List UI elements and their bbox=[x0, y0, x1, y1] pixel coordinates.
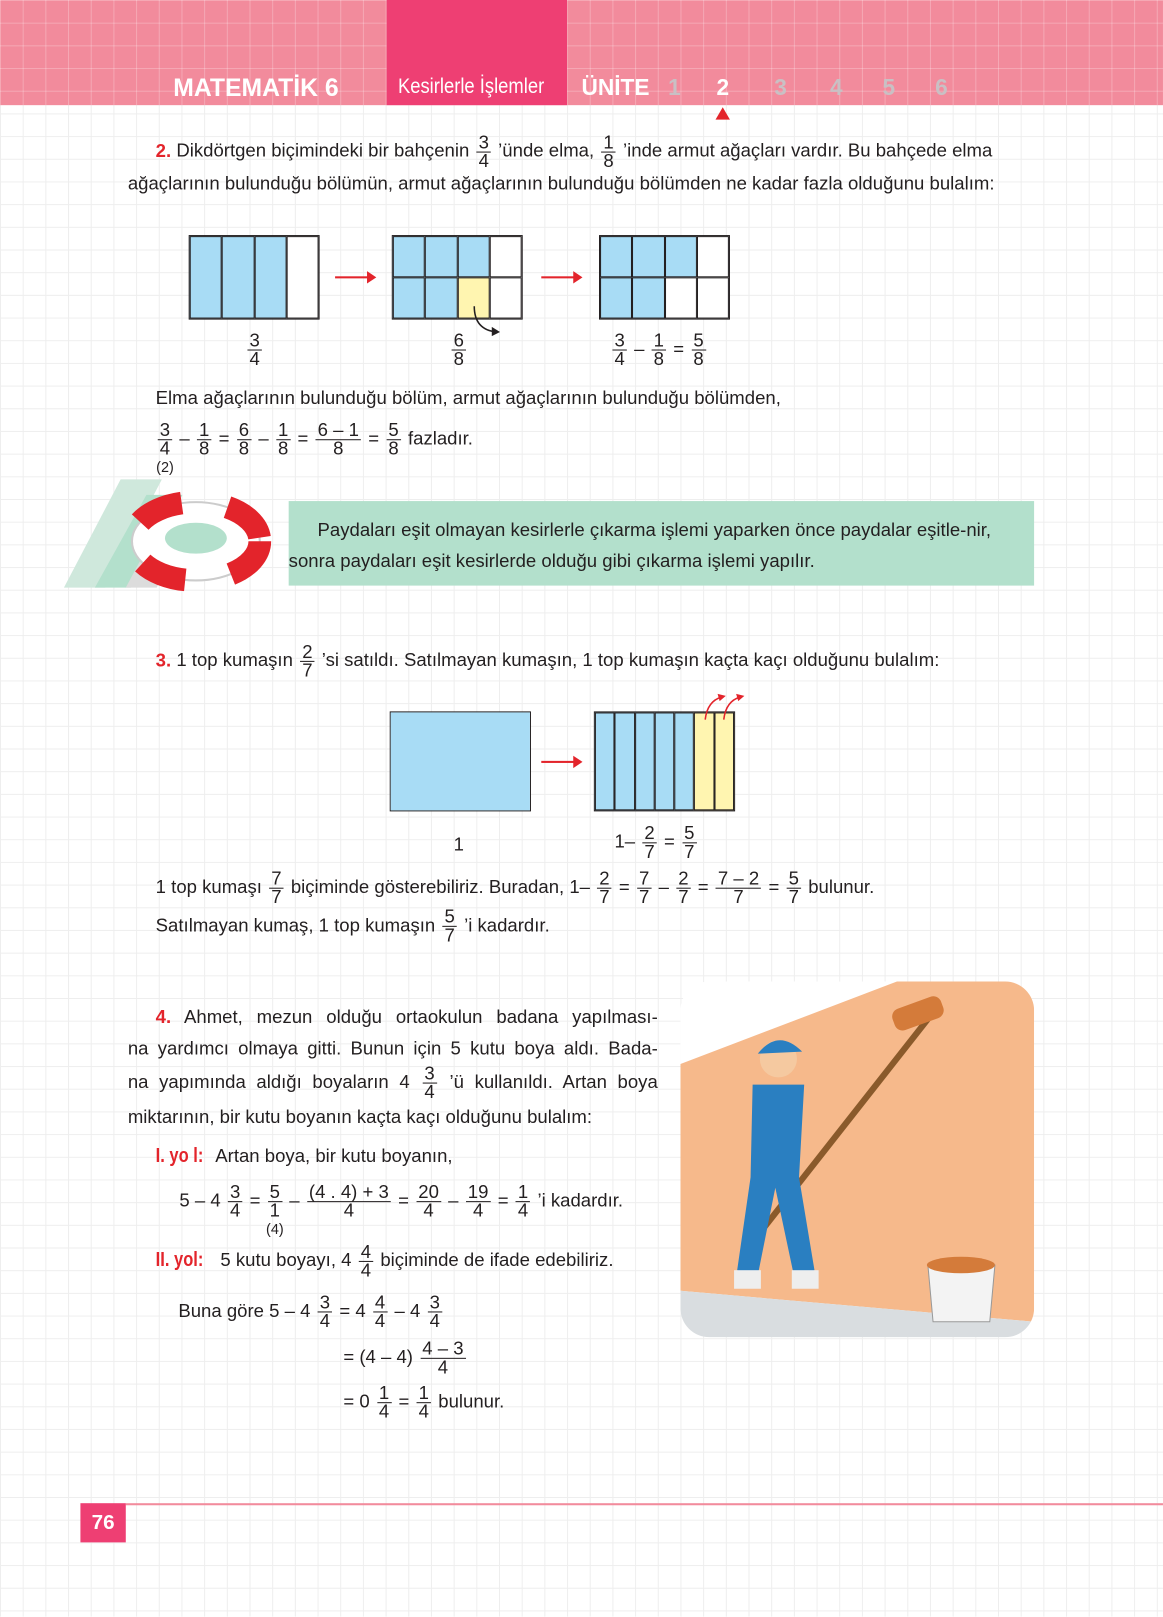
method-1-label: I. yo l: bbox=[155, 1144, 204, 1168]
denominator: 4 bbox=[159, 438, 171, 459]
text-segment: – bbox=[284, 1190, 305, 1211]
p2-line1 bbox=[155, 131, 993, 172]
denominator: 4 bbox=[424, 1081, 435, 1103]
denominator: 4 bbox=[343, 1200, 355, 1221]
numerator: 2 bbox=[300, 643, 314, 662]
denominator: 4 bbox=[478, 150, 489, 172]
denominator: 4 bbox=[249, 348, 260, 370]
method-2-eq1 bbox=[178, 1291, 444, 1332]
numerator: (4 . 4) + 3 bbox=[307, 1184, 391, 1203]
denominator: 7 bbox=[788, 886, 799, 908]
text-segment: fazladır. bbox=[402, 428, 473, 449]
arrow-icon bbox=[541, 276, 576, 278]
fraction bbox=[156, 419, 174, 476]
text-segment: = bbox=[392, 1190, 415, 1211]
numerator: 3 bbox=[318, 1294, 332, 1313]
fraction bbox=[612, 329, 626, 370]
numerator: 5 bbox=[442, 908, 456, 927]
method-1 bbox=[156, 1140, 453, 1172]
whole-fabric-model bbox=[390, 711, 531, 811]
lifebuoy-icon bbox=[43, 474, 280, 603]
p4-l1: Ahmet, mezun olduğu ortaokulun badana yapılması- bbox=[184, 1006, 658, 1027]
p2-line2: ağaçlarının bulunduğu bölümün, armut ağaçlarının bulunduğu bölümden ne kadar fazla olduğunu bulalım: bbox=[127, 173, 995, 194]
fraction bbox=[716, 870, 761, 906]
fraction bbox=[477, 131, 491, 172]
numerator: 5 bbox=[682, 825, 696, 844]
fraction bbox=[676, 870, 690, 906]
denominator: 4 bbox=[418, 1401, 429, 1422]
fraction bbox=[316, 419, 361, 459]
fraction-model-3-4 bbox=[189, 235, 320, 320]
numerator: 4 bbox=[373, 1294, 387, 1313]
unit-1: 1 bbox=[668, 74, 681, 101]
text-segment: – bbox=[253, 428, 274, 449]
text-segment: bulunur. bbox=[803, 876, 875, 898]
numerator: 6 bbox=[452, 332, 466, 351]
numerator: 1 bbox=[377, 1385, 391, 1404]
denominator: 7 bbox=[444, 924, 455, 946]
text-segment: biçiminde de ifade edebiliriz. bbox=[375, 1249, 614, 1271]
page-number: 76 bbox=[80, 1503, 125, 1542]
text-segment: ’i kadardır. bbox=[532, 1190, 624, 1211]
unit-6: 6 bbox=[935, 74, 948, 101]
numerator: 7 bbox=[637, 870, 651, 889]
p4-l4: miktarının, bir kutu boyanın kaçta kaçı olduğunu bulalım: bbox=[127, 1106, 593, 1127]
numerator: 4 bbox=[359, 1243, 373, 1262]
denominator: 7 bbox=[684, 841, 695, 862]
denominator: 1 bbox=[269, 1200, 281, 1221]
fraction bbox=[247, 329, 261, 370]
p4-l3 bbox=[127, 1062, 658, 1103]
text-segment: Buna göre 5 – 4 bbox=[178, 1300, 316, 1321]
text-segment: – 4 bbox=[389, 1300, 426, 1321]
text-segment: – bbox=[628, 338, 650, 360]
denominator: 8 bbox=[653, 348, 665, 370]
text-segment: Satılmayan kumaş, 1 top kumaşın bbox=[155, 914, 441, 936]
method-2 bbox=[156, 1243, 614, 1279]
text-segment: = 0 bbox=[343, 1391, 375, 1412]
unit-label: ÜNİTE bbox=[581, 74, 650, 101]
text-segment: biçiminde gösterebiliriz. Buradan, 1– bbox=[285, 876, 596, 898]
denominator: 8 bbox=[693, 348, 704, 370]
numerator: 4 – 3 bbox=[420, 1340, 465, 1359]
fraction-model-5-8 bbox=[599, 235, 730, 320]
denominator: 8 bbox=[333, 438, 344, 459]
numerator: 5 bbox=[386, 422, 400, 441]
label-difference bbox=[614, 822, 698, 862]
fraction bbox=[682, 822, 696, 862]
fraction bbox=[318, 1291, 332, 1332]
rule-note-text: Paydaları eşit olmayan kesirlerle çıkarma işlemi yaparken önce paydalar eşitle-nir, sonra paydaları eşit kesirlerde olduğu gibi çıkarma işlemi yapılır. bbox=[288, 519, 992, 572]
denominator: 8 bbox=[603, 150, 614, 172]
method-2-eq2 bbox=[343, 1340, 467, 1376]
p2-equation bbox=[156, 419, 473, 476]
fraction bbox=[642, 822, 656, 862]
denominator: 4 bbox=[614, 348, 625, 370]
fraction bbox=[237, 419, 251, 459]
numerator: 5 bbox=[787, 870, 801, 889]
text-segment: = bbox=[668, 338, 690, 360]
method-1-equation bbox=[179, 1181, 624, 1238]
problem-number: 4. bbox=[155, 1006, 172, 1027]
fraction bbox=[276, 419, 290, 459]
text-segment: = bbox=[763, 876, 785, 898]
numerator: 7 – 2 bbox=[716, 870, 761, 889]
label-one: 1 bbox=[453, 834, 464, 855]
denominator: 7 bbox=[733, 886, 744, 908]
fraction bbox=[377, 1382, 391, 1422]
rule-note-box bbox=[289, 501, 1034, 586]
denominator: 4 bbox=[429, 1310, 440, 1332]
expansion-factor: (2) bbox=[156, 458, 174, 476]
expansion-factor: (4) bbox=[266, 1220, 284, 1238]
text-segment: = bbox=[613, 876, 635, 898]
fraction bbox=[420, 1340, 465, 1376]
label-difference bbox=[610, 329, 708, 370]
numerator: 1 bbox=[276, 422, 290, 441]
p2-result-text: Elma ağaçlarının bulunduğu bölüm, armut ağaçlarının bulunduğu bölümden, bbox=[155, 387, 781, 409]
fraction bbox=[466, 1181, 491, 1221]
fraction bbox=[452, 329, 466, 370]
numerator: 1 bbox=[652, 332, 666, 351]
denominator: 7 bbox=[302, 659, 313, 681]
topic-title: Kesirlerle İşlemler bbox=[397, 74, 545, 98]
numerator: 20 bbox=[416, 1184, 441, 1203]
text-segment: bulunur. bbox=[433, 1391, 505, 1412]
denominator: 7 bbox=[644, 841, 655, 862]
p3-line1 bbox=[156, 643, 940, 679]
numerator: 3 bbox=[428, 1294, 442, 1313]
text-segment: = bbox=[658, 831, 681, 852]
numerator: 5 bbox=[268, 1184, 282, 1203]
denominator: 8 bbox=[277, 438, 289, 459]
denominator: 4 bbox=[472, 1200, 484, 1221]
text-segment: = bbox=[244, 1190, 266, 1211]
numerator: 3 bbox=[477, 134, 491, 153]
fraction bbox=[516, 1181, 530, 1221]
numerator: 6 bbox=[237, 422, 251, 441]
numerator: 3 bbox=[612, 332, 626, 351]
denominator: 4 bbox=[378, 1401, 390, 1422]
p3-line3 bbox=[156, 908, 550, 944]
numerator: 19 bbox=[466, 1184, 491, 1203]
fraction bbox=[373, 1291, 387, 1332]
fabric-sevenths-model bbox=[594, 711, 735, 811]
numerator: 6 – 1 bbox=[316, 422, 361, 441]
text-segment: 5 – 4 bbox=[179, 1190, 226, 1211]
text-segment: 1 top kumaşın bbox=[176, 649, 299, 671]
text-segment: – bbox=[653, 876, 675, 898]
fraction bbox=[422, 1062, 436, 1103]
fraction bbox=[442, 908, 456, 944]
text-segment: = bbox=[292, 428, 314, 449]
label-3-4 bbox=[245, 329, 264, 370]
label-6-8 bbox=[450, 329, 469, 370]
numerator: 2 bbox=[597, 870, 611, 889]
active-unit-marker-icon bbox=[716, 107, 730, 119]
numerator: 3 bbox=[228, 1184, 242, 1203]
text-segment: 1 top kumaşı bbox=[155, 876, 268, 898]
denominator: 4 bbox=[517, 1200, 529, 1221]
unit-3: 3 bbox=[774, 74, 787, 101]
unit-4: 4 bbox=[829, 74, 843, 101]
text-segment: = bbox=[692, 876, 714, 898]
denominator: 4 bbox=[437, 1356, 449, 1378]
text-segment: ’ü kullanıldı. Artan boya bbox=[438, 1071, 658, 1093]
fraction bbox=[652, 329, 666, 370]
text-segment: = bbox=[363, 428, 385, 449]
denominator: 7 bbox=[599, 886, 610, 908]
fraction bbox=[691, 329, 705, 370]
fraction bbox=[386, 419, 400, 459]
unit-2-active: 2 bbox=[716, 74, 730, 101]
text-segment: = (4 – 4) bbox=[343, 1346, 419, 1368]
text-segment: ’ünde elma, bbox=[493, 140, 600, 162]
arrow-icon bbox=[541, 761, 576, 763]
fraction bbox=[359, 1243, 373, 1279]
text-segment: 1– bbox=[614, 831, 641, 852]
footer-rule bbox=[126, 1503, 1163, 1505]
numerator: 1 bbox=[417, 1385, 431, 1404]
denominator: 4 bbox=[360, 1259, 372, 1281]
fraction bbox=[197, 419, 211, 459]
denominator: 7 bbox=[678, 886, 689, 908]
fraction bbox=[428, 1291, 442, 1332]
text-segment: na yapımında aldığı boyaların 4 bbox=[127, 1071, 421, 1093]
numerator: 2 bbox=[676, 870, 690, 889]
method-2-eq3 bbox=[343, 1382, 505, 1422]
text-segment: ’si satıldı. Satılmayan kumaşın, 1 top kumaşın kaçta kaçı olduğunu bulalım: bbox=[316, 649, 940, 671]
denominator: 7 bbox=[271, 886, 282, 908]
denominator: 4 bbox=[319, 1310, 331, 1332]
text-segment: 5 kutu boyayı, 4 bbox=[215, 1249, 357, 1271]
denominator: 4 bbox=[374, 1310, 386, 1332]
denominator: 8 bbox=[238, 438, 250, 459]
denominator: 8 bbox=[199, 438, 210, 459]
text-segment: – bbox=[443, 1190, 464, 1211]
p4-text bbox=[128, 1001, 658, 1133]
text-segment: – bbox=[174, 428, 195, 449]
numerator: 3 bbox=[422, 1065, 436, 1084]
subject-title: MATEMATİK 6 bbox=[173, 74, 339, 103]
numerator: 3 bbox=[247, 332, 261, 351]
fraction bbox=[228, 1181, 242, 1221]
numerator: 1 bbox=[516, 1184, 530, 1203]
denominator: 7 bbox=[638, 886, 650, 908]
curved-arrow-icon bbox=[469, 304, 505, 340]
numerator: 2 bbox=[642, 825, 656, 844]
fraction bbox=[416, 1181, 441, 1221]
header-band bbox=[0, 0, 1163, 105]
numerator: 1 bbox=[601, 134, 615, 153]
numerator: 7 bbox=[269, 870, 283, 889]
text-segment: ’inde armut ağaçları vardır. Bu bahçede elma bbox=[617, 140, 993, 162]
method-1-text: Artan boya, bir kutu boyanın, bbox=[215, 1145, 453, 1167]
fraction bbox=[269, 870, 283, 906]
denominator: 4 bbox=[229, 1200, 241, 1221]
p3-line2 bbox=[156, 870, 875, 906]
text-segment: = bbox=[393, 1391, 415, 1412]
text-segment: Dikdörtgen biçimindeki bir bahçenin bbox=[176, 140, 475, 162]
numerator: 1 bbox=[197, 422, 211, 441]
numerator: 3 bbox=[158, 422, 172, 441]
fraction bbox=[601, 131, 615, 172]
fraction bbox=[307, 1181, 391, 1221]
denominator: 8 bbox=[453, 348, 464, 370]
fraction bbox=[637, 870, 651, 906]
fraction bbox=[417, 1382, 431, 1422]
denominator: 4 bbox=[423, 1200, 434, 1221]
fraction bbox=[266, 1181, 284, 1238]
problem-number: 3. bbox=[155, 649, 172, 671]
fraction bbox=[787, 870, 801, 906]
method-2-label: II. yol: bbox=[155, 1248, 204, 1272]
denominator: 8 bbox=[388, 438, 399, 459]
painter-illustration bbox=[680, 982, 1034, 1338]
numerator: 5 bbox=[691, 332, 705, 351]
text-segment: = bbox=[213, 428, 235, 449]
text-segment: = 4 bbox=[334, 1300, 371, 1321]
curved-arrows-icon bbox=[699, 691, 751, 722]
fraction bbox=[300, 643, 314, 679]
unit-5: 5 bbox=[882, 74, 896, 101]
fraction bbox=[597, 870, 611, 906]
p4-l2: na yardımcı olmaya gitti. Bunun için 5 kutu boya aldı. Bada- bbox=[127, 1038, 658, 1059]
problem-number: 2. bbox=[155, 140, 172, 162]
text-segment: ’i kadardır. bbox=[458, 914, 550, 936]
arrow-icon bbox=[335, 276, 370, 278]
text-segment: = bbox=[492, 1190, 514, 1211]
